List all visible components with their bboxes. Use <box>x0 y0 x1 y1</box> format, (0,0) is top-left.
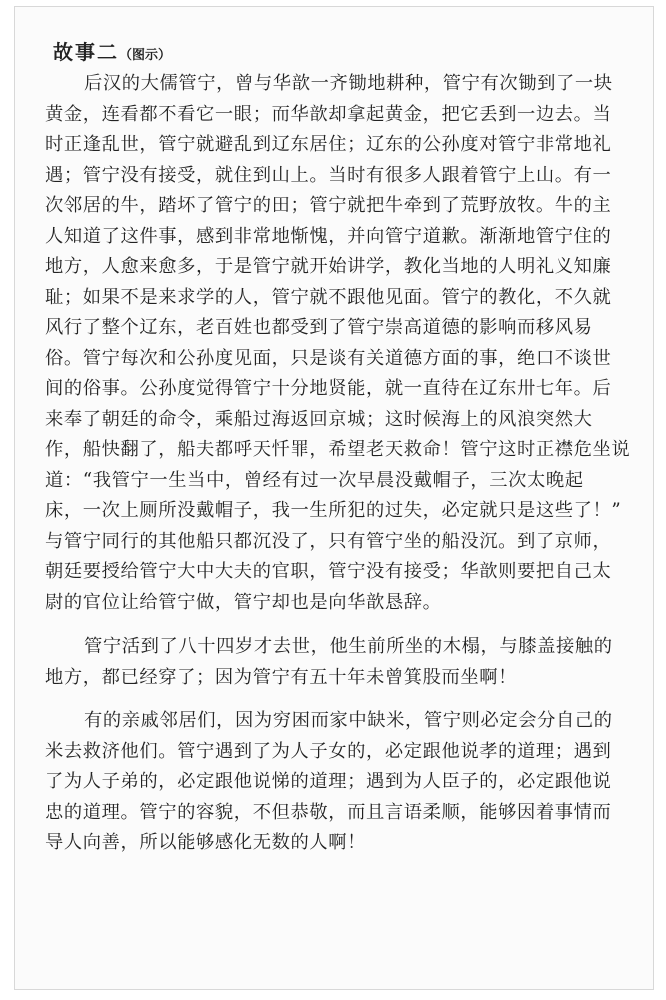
story-subtitle: （图示） <box>119 48 172 63</box>
paragraph-line: 导人向善，所以能够感化无数的人啊！ <box>45 832 366 853</box>
paragraph-line: 地方，都已经穿了；因为管宁有五十年未曾箕股而坐啊！ <box>45 666 518 688</box>
paragraph-2 <box>45 632 651 693</box>
story-heading <box>53 41 171 67</box>
paragraph-line: 朝廷要授给管宁大中大夫的官职，管宁没有接受；华歆则要把自己太 <box>45 561 612 582</box>
paragraph-line: 黄金，连看都不看它一眼；而华歆却拿起黄金，把它丢到一边去。当 <box>45 103 612 125</box>
paragraph-line: 遇；管宁没有接受，就住到山上。当时有很多人跟着管宁上山。有一 <box>45 164 612 186</box>
paragraph-line: 床，一次上厕所没戴帽子，我一生所犯的过失，必定就只是这些了！” <box>45 500 622 521</box>
paragraph-line: 来奉了朝廷的命令，乘船过海返回京城；这时候海上的风浪突然大 <box>45 408 593 430</box>
paragraph-line: 间的俗事。公孙度觉得管宁十分地贤能，就一直待在辽东卅七年。后 <box>45 378 612 399</box>
story-title: 故事二 <box>53 40 119 64</box>
paragraph-line: 后汉的大儒管宁，曾与华歆一齐锄地耕种，管宁有次锄到了一块 <box>84 73 613 94</box>
paragraph-line: 风行了整个辽东，老百姓也都受到了管宁崇高道德的影响而移风易 <box>45 317 593 338</box>
paragraph-line: 尉的官位让给管宁做，管宁却也是向华歆恳辞。 <box>45 591 442 613</box>
paragraph-line: 次邻居的牛，踏坏了管宁的田；管宁就把牛牵到了荒野放牧。牛的主 <box>45 195 612 216</box>
paragraph-line: 米去救济他们。管宁遇到了为人子女的，必定跟他说孝的道理；遇到 <box>45 740 612 762</box>
paragraph-line: 作，船快翻了，船夫都呼天忏罪，希望老天救命！管宁这时正襟危坐说 <box>45 439 631 460</box>
paragraph-line: 有的亲戚邻居们，因为穷困而家中缺米，管宁则必定会分自己的 <box>84 710 613 731</box>
paragraph-line: 道：“我管宁一生当中，曾经有过一次早晨没戴帽子，三次太晚起 <box>45 469 584 491</box>
paragraph-line: 俗。管宁每次和公孙度见面，只是谈有关道德方面的事，绝口不谈世 <box>45 347 612 369</box>
paragraph-1 <box>45 69 651 618</box>
paragraph-line: 忠的道理。管宁的容貌，不但恭敬，而且言语柔顺，能够因着事情而 <box>45 801 612 823</box>
paragraph-3 <box>45 706 651 859</box>
paragraph-line: 了为人子弟的，必定跟他说悌的道理；遇到为人臣子的，必定跟他说 <box>45 771 612 792</box>
document-page <box>14 6 654 990</box>
paragraph-line: 地方，人愈来愈多，于是管宁就开始讲学，教化当地的人明礼义知廉 <box>45 256 612 277</box>
paragraph-line: 时正逢乱世，管宁就避乱到辽东居住；辽东的公孙度对管宁非常地礼 <box>45 134 612 155</box>
paragraph-line: 耻；如果不是来求学的人，管宁就不跟他见面。管宁的教化，不久就 <box>45 286 612 308</box>
paragraph-line: 人知道了这件事，感到非常地惭愧，并向管宁道歉。渐渐地管宁住的 <box>45 225 612 247</box>
paragraph-line: 管宁活到了八十四岁才去世，他生前所坐的木榻，与膝盖接触的 <box>84 636 613 657</box>
paragraph-line: 与管宁同行的其他船只都沉没了，只有管宁坐的船没沉。到了京师， <box>45 530 612 552</box>
